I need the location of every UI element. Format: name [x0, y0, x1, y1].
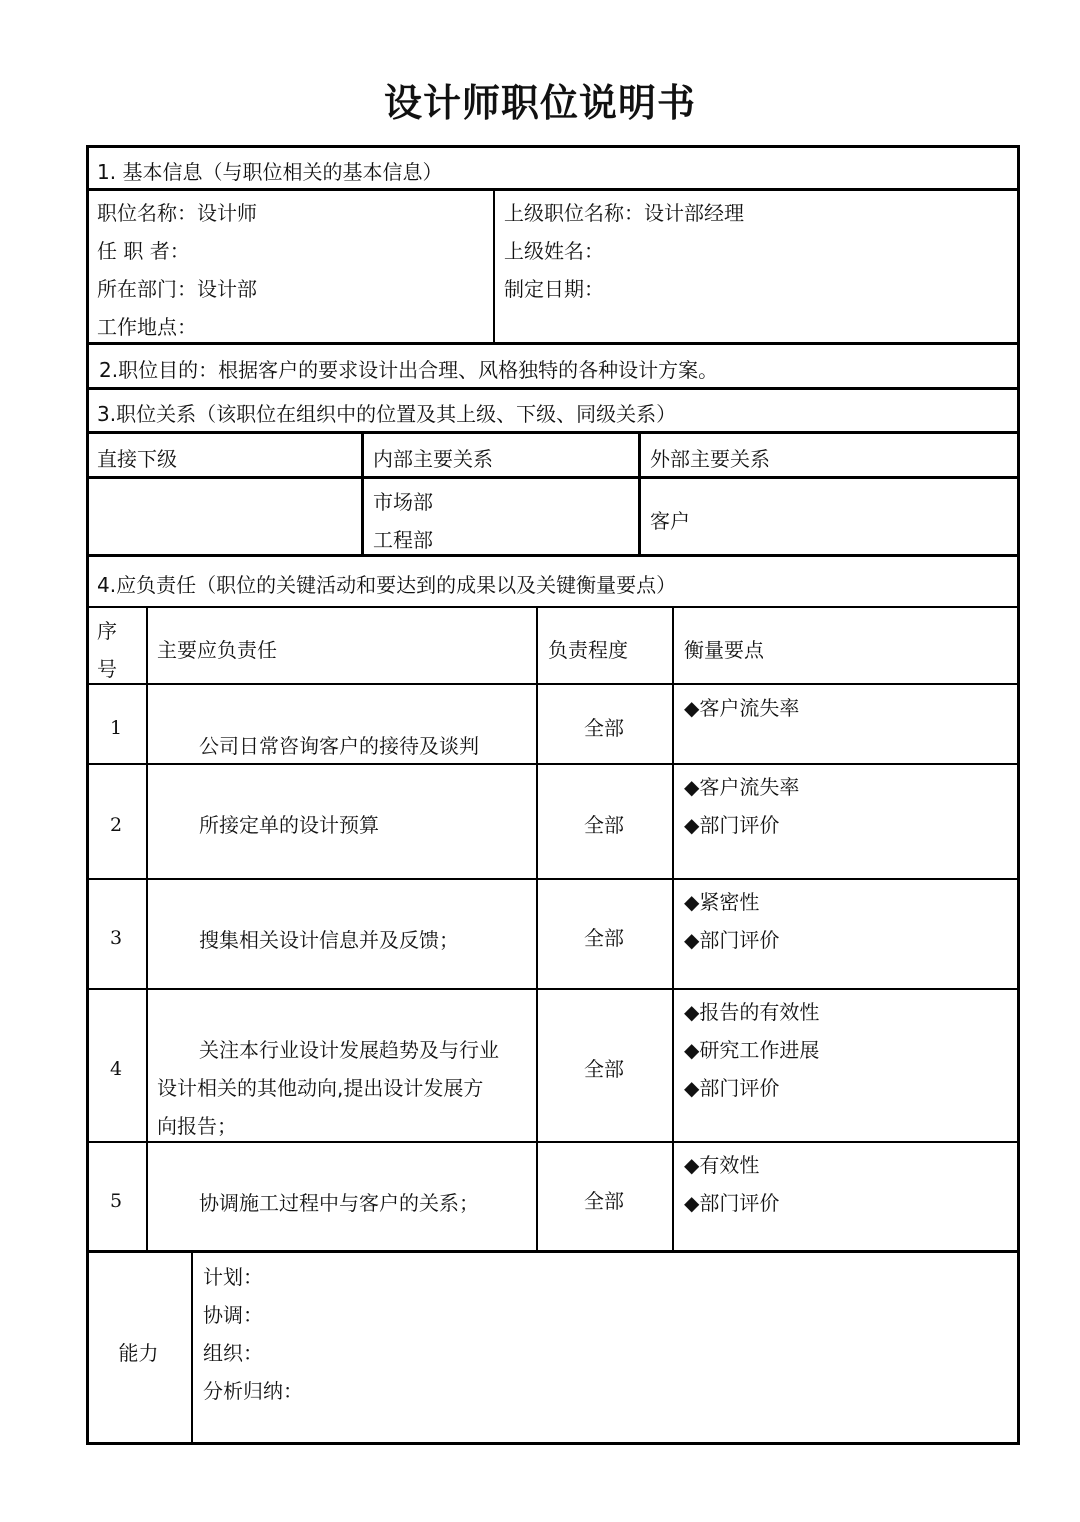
- row-duty: 向报告；: [157, 1114, 237, 1138]
- position-purpose: 2.职位目的：根据客户的要求设计出合理、风格独特的各种设计方案。: [99, 358, 719, 382]
- row-number: 5: [109, 1190, 123, 1212]
- divider: [86, 342, 1020, 345]
- row-duty: 设计相关的其他动向,提出设计发展方: [157, 1076, 484, 1100]
- position-name: 职位名称：设计师: [97, 201, 257, 225]
- divider: [86, 1141, 1020, 1143]
- divider: [86, 763, 1020, 765]
- row-duty: 搜集相关设计信息并及反馈；: [199, 928, 459, 952]
- established-date: 制定日期：: [504, 277, 604, 301]
- divider: [86, 606, 1020, 608]
- row-number: 4: [109, 1058, 123, 1080]
- external-relation: 客户: [650, 509, 690, 533]
- row-duty: 关注本行业设计发展趋势及与行业: [199, 1038, 499, 1062]
- col-external-relations: 外部主要关系: [650, 447, 770, 471]
- ability-item: 计划：: [203, 1265, 263, 1289]
- divider: [191, 1250, 193, 1445]
- row-degree: 全部: [584, 813, 624, 837]
- internal-relation: 工程部: [373, 528, 433, 552]
- superior-name: 上级姓名：: [504, 239, 604, 263]
- row-measure: ◆客户流失率: [684, 696, 800, 720]
- row-measure: ◆部门评价: [684, 928, 780, 952]
- row-degree: 全部: [584, 926, 624, 950]
- section-basic-info-heading: 1. 基本信息（与职位相关的基本信息）: [97, 160, 443, 184]
- divider: [86, 878, 1020, 880]
- col-measure: 衡量要点: [684, 638, 764, 662]
- ability-item: 组织：: [203, 1341, 263, 1365]
- row-duty: 协调施工过程中与客户的关系；: [199, 1191, 479, 1215]
- divider: [86, 188, 1020, 191]
- divider: [493, 188, 495, 342]
- col-internal-relations: 内部主要关系: [373, 447, 493, 471]
- superior-position: 上级职位名称：设计部经理: [504, 201, 744, 225]
- row-duty: 公司日常咨询客户的接待及谈判: [199, 734, 479, 758]
- col-main-duty: 主要应负责任: [157, 638, 277, 662]
- col-seq: 序: [97, 619, 117, 643]
- divider: [361, 431, 364, 554]
- row-number: 1: [109, 717, 123, 739]
- row-measure: ◆部门评价: [684, 1076, 780, 1100]
- row-measure: ◆有效性: [684, 1153, 760, 1177]
- position-relations-heading: 3.职位关系（该职位在组织中的位置及其上级、下级、同级关系）: [97, 402, 677, 426]
- divider: [86, 988, 1020, 990]
- row-measure: ◆部门评价: [684, 1191, 780, 1215]
- ability-item: 协调：: [203, 1303, 263, 1327]
- page-title: 设计师职位说明书: [383, 81, 696, 125]
- row-measure: ◆部门评价: [684, 813, 780, 837]
- col-degree: 负责程度: [548, 638, 628, 662]
- divider: [86, 476, 1020, 479]
- divider: [86, 1250, 1020, 1253]
- work-location: 工作地点：: [97, 315, 197, 339]
- row-number: 3: [109, 927, 123, 949]
- divider: [86, 554, 1020, 557]
- row-degree: 全部: [584, 1057, 624, 1081]
- row-measure: ◆客户流失率: [684, 775, 800, 799]
- divider: [672, 606, 674, 1250]
- divider: [638, 431, 641, 554]
- divider: [86, 683, 1020, 685]
- col-direct-subordinates: 直接下级: [97, 447, 177, 471]
- divider: [86, 431, 1020, 434]
- row-number: 2: [109, 814, 123, 836]
- row-measure: ◆报告的有效性: [684, 1000, 820, 1024]
- col-seq: 号: [97, 657, 117, 681]
- divider: [146, 606, 148, 1250]
- row-duty: 所接定单的设计预算: [199, 813, 379, 837]
- ability-label: 能力: [118, 1341, 159, 1365]
- row-measure: ◆紧密性: [684, 890, 760, 914]
- job-holder: 任 职 者：: [97, 239, 190, 263]
- responsibilities-heading: 4.应负责任（职位的关键活动和要达到的成果以及关键衡量要点）: [97, 573, 677, 597]
- row-measure: ◆研究工作进展: [684, 1038, 820, 1062]
- department: 所在部门：设计部: [97, 277, 257, 301]
- divider: [86, 387, 1020, 390]
- ability-item: 分析归纳：: [203, 1379, 303, 1403]
- row-degree: 全部: [584, 1189, 624, 1213]
- internal-relation: 市场部: [373, 490, 433, 514]
- row-degree: 全部: [584, 716, 624, 740]
